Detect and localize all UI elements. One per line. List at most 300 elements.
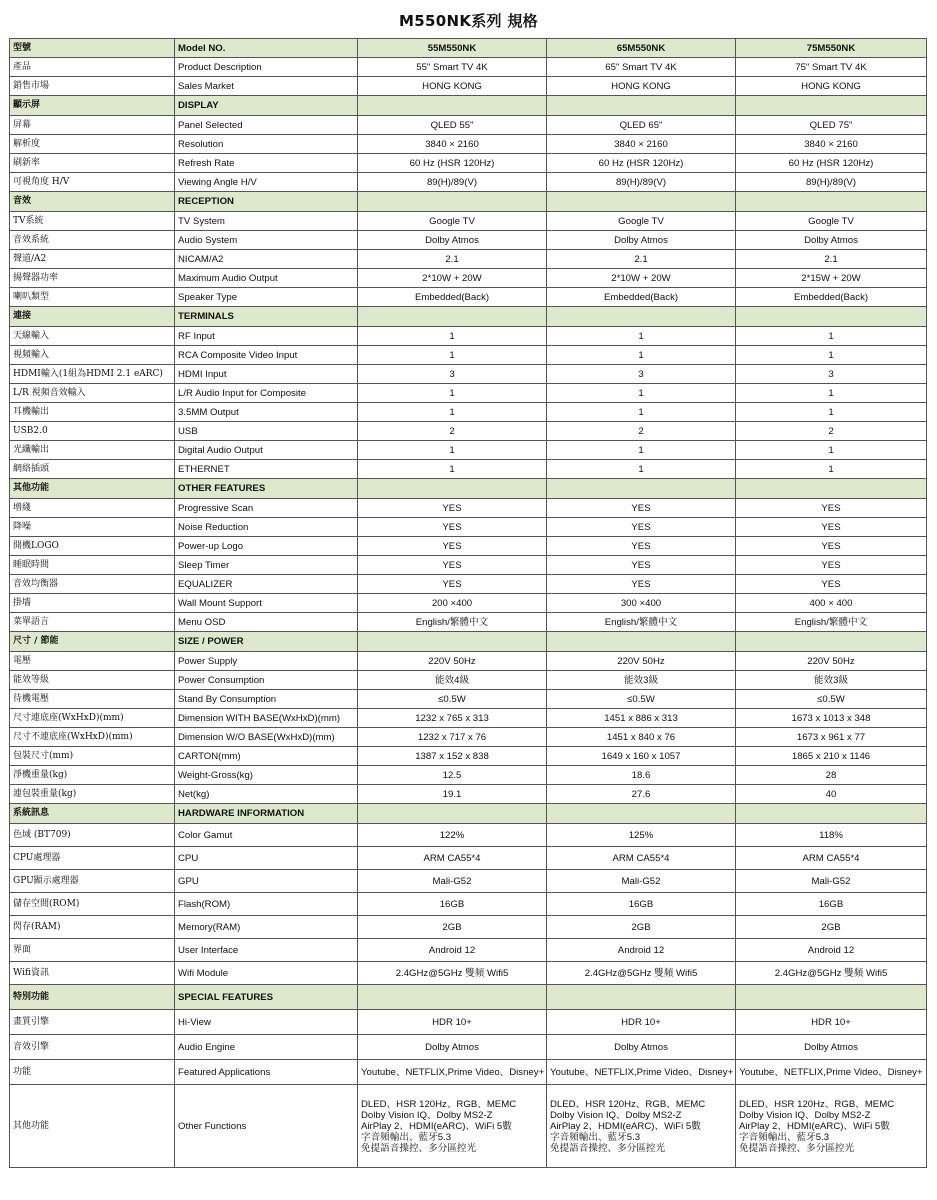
spec-label-zh: 尺寸不連底座(WxHxD)(mm) bbox=[10, 728, 175, 747]
spec-value: 300 ×400 bbox=[547, 594, 736, 613]
spec-value: 75" Smart TV 4K bbox=[736, 58, 927, 77]
spec-row bbox=[10, 785, 927, 804]
page-title: M550NK系列 規格 bbox=[399, 12, 538, 30]
spec-label-zh: 包裝尺寸(mm) bbox=[10, 747, 175, 766]
spec-label-en: Stand By Consumption bbox=[175, 690, 358, 709]
spec-value: 3840 × 2160 bbox=[736, 135, 927, 154]
section-blank-cell bbox=[358, 479, 547, 499]
spec-label-zh: GPU顯示處理器 bbox=[10, 870, 175, 893]
spec-value-line: 免提語音操控、多分區控光 bbox=[361, 1142, 477, 1154]
spec-value: 1451 x 886 x 313 bbox=[547, 709, 736, 728]
spec-value: English/繁體中文 bbox=[547, 613, 736, 632]
spec-label-zh: 天線輸入 bbox=[10, 327, 175, 346]
spec-label-zh: HDMI輸入(1組為HDMI 2.1 eARC) bbox=[10, 365, 175, 384]
spec-value: HONG KONG bbox=[358, 77, 547, 96]
spec-label-zh: 可視角度 H/V bbox=[10, 173, 175, 192]
section-blank-cell bbox=[358, 985, 547, 1010]
section-blank-cell bbox=[547, 985, 736, 1010]
spec-row bbox=[10, 613, 927, 632]
spec-label-zh: 降噪 bbox=[10, 518, 175, 537]
spec-value: YES bbox=[358, 537, 547, 556]
spec-value: 125% bbox=[547, 824, 736, 847]
spec-row bbox=[10, 690, 927, 709]
spec-value: 1 bbox=[358, 441, 547, 460]
spec-label-zh: 解析度 bbox=[10, 135, 175, 154]
spec-label-en: RCA Composite Video Input bbox=[175, 346, 358, 365]
spec-row bbox=[10, 575, 927, 594]
spec-row bbox=[10, 288, 927, 307]
spec-value-line: AirPlay 2、HDMI(eARC)、WiFi 5數 bbox=[739, 1120, 890, 1132]
spec-label-zh: 視頻輸入 bbox=[10, 346, 175, 365]
spec-value: 2GB bbox=[358, 916, 547, 939]
spec-value-line: 免提語音操控、多分區控光 bbox=[550, 1142, 666, 1154]
spec-value: Mali-G52 bbox=[358, 870, 547, 893]
spec-value: 27.6 bbox=[547, 785, 736, 804]
spec-label-en: Menu OSD bbox=[175, 613, 358, 632]
spec-value: 1 bbox=[358, 346, 547, 365]
spec-label-en: Product Description bbox=[175, 58, 358, 77]
spec-value: 3 bbox=[736, 365, 927, 384]
spec-value: 1451 x 840 x 76 bbox=[547, 728, 736, 747]
spec-value-line: AirPlay 2、HDMI(eARC)、WiFi 5數 bbox=[361, 1120, 512, 1132]
spec-row bbox=[10, 939, 927, 962]
spec-value: Youtube、NETFLIX,Prime Video、Disney+ bbox=[358, 1060, 547, 1085]
spec-value-line: Dolby Vision IQ、Dolby MS2-Z bbox=[361, 1109, 493, 1121]
section-title-zh: 其他功能 bbox=[10, 479, 175, 499]
section-blank-cell bbox=[736, 307, 927, 327]
spec-label-en: Color Gamut bbox=[175, 824, 358, 847]
spec-value: ARM CA55*4 bbox=[736, 847, 927, 870]
spec-row bbox=[10, 384, 927, 403]
spec-value-line: 免提語音操控、多分區控光 bbox=[739, 1142, 855, 1154]
spec-value: 1 bbox=[547, 384, 736, 403]
spec-value: 16GB bbox=[736, 893, 927, 916]
spec-value: 1 bbox=[547, 441, 736, 460]
spec-label-en: Digital Audio Output bbox=[175, 441, 358, 460]
spec-row bbox=[10, 709, 927, 728]
section-blank-cell bbox=[736, 985, 927, 1010]
spec-label-zh: 開機LOGO bbox=[10, 537, 175, 556]
spec-value: 1387 x 152 x 838 bbox=[358, 747, 547, 766]
spec-row bbox=[10, 870, 927, 893]
spec-row bbox=[10, 58, 927, 77]
spec-value: Mali-G52 bbox=[547, 870, 736, 893]
spec-value: 3840 × 2160 bbox=[547, 135, 736, 154]
spec-label-en: Speaker Type bbox=[175, 288, 358, 307]
spec-label-en: Noise Reduction bbox=[175, 518, 358, 537]
spec-label-zh: TV系統 bbox=[10, 212, 175, 231]
spec-row bbox=[10, 422, 927, 441]
section-blank-cell bbox=[358, 804, 547, 824]
spec-value: QLED 55" bbox=[358, 116, 547, 135]
spec-value: 1 bbox=[547, 460, 736, 479]
spec-label-zh: 耳機輸出 bbox=[10, 403, 175, 422]
spec-value: 2*10W + 20W bbox=[547, 269, 736, 288]
spec-label-en: Hi-View bbox=[175, 1010, 358, 1035]
spec-label-en: USB bbox=[175, 422, 358, 441]
spec-value: English/繁體中文 bbox=[736, 613, 927, 632]
spec-value: YES bbox=[736, 537, 927, 556]
section-blank-cell bbox=[547, 804, 736, 824]
spec-value: Dolby Atmos bbox=[358, 1035, 547, 1060]
spec-row bbox=[10, 116, 927, 135]
spec-value-line: DLED、HSR 120Hz、RGB、MEMC bbox=[550, 1098, 706, 1110]
spec-label-en: 3.5MM Output bbox=[175, 403, 358, 422]
spec-value: 1 bbox=[547, 403, 736, 422]
spec-value: ≤0.5W bbox=[547, 690, 736, 709]
section-title-zh: 系統訊息 bbox=[10, 804, 175, 824]
spec-row bbox=[10, 518, 927, 537]
spec-label-en: Audio System bbox=[175, 231, 358, 250]
spec-value: YES bbox=[736, 518, 927, 537]
spec-value: HDR 10+ bbox=[547, 1010, 736, 1035]
section-blank-cell bbox=[358, 307, 547, 327]
spec-value-multiline bbox=[547, 1085, 736, 1168]
spec-value: 3 bbox=[358, 365, 547, 384]
section-blank-cell bbox=[736, 96, 927, 116]
spec-value: Dolby Atmos bbox=[736, 231, 927, 250]
section-title-en: SPECIAL FEATURES bbox=[175, 985, 358, 1010]
section-blank-cell bbox=[547, 632, 736, 652]
spec-label-en: CPU bbox=[175, 847, 358, 870]
spec-value: HONG KONG bbox=[736, 77, 927, 96]
spec-label-en: Dimension WITH BASE(WxHxD)(mm) bbox=[175, 709, 358, 728]
spec-value: Dolby Atmos bbox=[736, 1035, 927, 1060]
spec-value: YES bbox=[547, 575, 736, 594]
spec-value: 1 bbox=[736, 460, 927, 479]
spec-row bbox=[10, 499, 927, 518]
spec-value: 1 bbox=[358, 384, 547, 403]
section-header-row bbox=[10, 632, 927, 652]
spec-label-zh: 產品 bbox=[10, 58, 175, 77]
spec-label-en: Other Functions bbox=[175, 1085, 358, 1168]
spec-row bbox=[10, 135, 927, 154]
spec-row bbox=[10, 824, 927, 847]
spec-value: 1673 x 1013 x 348 bbox=[736, 709, 927, 728]
section-header-row bbox=[10, 804, 927, 824]
spec-label-en: Net(kg) bbox=[175, 785, 358, 804]
header-en: Model NO. bbox=[175, 39, 358, 58]
spec-value: 1 bbox=[736, 403, 927, 422]
section-blank-cell bbox=[358, 96, 547, 116]
spec-value: English/繁體中文 bbox=[358, 613, 547, 632]
section-title-en: OTHER FEATURES bbox=[175, 479, 358, 499]
spec-value: YES bbox=[547, 499, 736, 518]
spec-row bbox=[10, 1060, 927, 1085]
spec-value: 1 bbox=[736, 327, 927, 346]
spec-row bbox=[10, 441, 927, 460]
spec-row bbox=[10, 537, 927, 556]
header-model-65: 65M550NK bbox=[547, 39, 736, 58]
spec-value: HDR 10+ bbox=[358, 1010, 547, 1035]
spec-row bbox=[10, 1035, 927, 1060]
spec-label-en: GPU bbox=[175, 870, 358, 893]
spec-value: Google TV bbox=[547, 212, 736, 231]
section-header-row bbox=[10, 985, 927, 1010]
spec-value: 60 Hz (HSR 120Hz) bbox=[736, 154, 927, 173]
spec-value-line: AirPlay 2、HDMI(eARC)、WiFi 5數 bbox=[550, 1120, 701, 1132]
spec-label-en: ETHERNET bbox=[175, 460, 358, 479]
section-blank-cell bbox=[358, 192, 547, 212]
spec-value: 2.1 bbox=[547, 250, 736, 269]
spec-value: QLED 75" bbox=[736, 116, 927, 135]
spec-value: 2 bbox=[358, 422, 547, 441]
spec-label-zh: 音效系統 bbox=[10, 231, 175, 250]
spec-value: 118% bbox=[736, 824, 927, 847]
spec-label-en: CARTON(mm) bbox=[175, 747, 358, 766]
spec-value: YES bbox=[736, 556, 927, 575]
spec-value: Youtube、NETFLIX,Prime Video、Disney+ bbox=[736, 1060, 927, 1085]
spec-label-zh: 屏幕 bbox=[10, 116, 175, 135]
section-blank-cell bbox=[547, 96, 736, 116]
spec-value: ≤0.5W bbox=[358, 690, 547, 709]
section-header-row bbox=[10, 479, 927, 499]
spec-value-line: 字音頻輸出、藍牙5.3 bbox=[361, 1131, 452, 1143]
spec-value: 12.5 bbox=[358, 766, 547, 785]
spec-label-en: Weight-Gross(kg) bbox=[175, 766, 358, 785]
section-title-en: DISPLAY bbox=[175, 96, 358, 116]
spec-value: Dolby Atmos bbox=[358, 231, 547, 250]
spec-label-en: NICAM/A2 bbox=[175, 250, 358, 269]
spec-value-line: Dolby Vision IQ、Dolby MS2-Z bbox=[739, 1109, 871, 1121]
spec-value: 能效3級 bbox=[736, 671, 927, 690]
spec-value: Android 12 bbox=[358, 939, 547, 962]
spec-value: 16GB bbox=[547, 893, 736, 916]
header-model-75: 75M550NK bbox=[736, 39, 927, 58]
spec-row bbox=[10, 460, 927, 479]
section-blank-cell bbox=[547, 307, 736, 327]
spec-label-zh: 聲道/A2 bbox=[10, 250, 175, 269]
spec-table-body bbox=[10, 39, 927, 1168]
spec-label-en: Audio Engine bbox=[175, 1035, 358, 1060]
spec-value: ARM CA55*4 bbox=[547, 847, 736, 870]
section-blank-cell bbox=[736, 632, 927, 652]
section-blank-cell bbox=[358, 632, 547, 652]
spec-value: QLED 65" bbox=[547, 116, 736, 135]
spec-value: Youtube、NETFLIX,Prime Video、Disney+ bbox=[547, 1060, 736, 1085]
spec-row bbox=[10, 365, 927, 384]
spec-label-zh: 功能 bbox=[10, 1060, 175, 1085]
spec-value: Dolby Atmos bbox=[547, 231, 736, 250]
spec-value: 60 Hz (HSR 120Hz) bbox=[358, 154, 547, 173]
spec-label-en: User Interface bbox=[175, 939, 358, 962]
spec-value: ≤0.5W bbox=[736, 690, 927, 709]
spec-label-en: Refresh Rate bbox=[175, 154, 358, 173]
spec-value: Google TV bbox=[358, 212, 547, 231]
spec-label-zh: Wifi資訊 bbox=[10, 962, 175, 985]
spec-value: 89(H)/89(V) bbox=[547, 173, 736, 192]
header-zh: 型號 bbox=[10, 39, 175, 58]
spec-label-en: Memory(RAM) bbox=[175, 916, 358, 939]
spec-label-zh: 喇叭類型 bbox=[10, 288, 175, 307]
spec-row bbox=[10, 1085, 927, 1168]
spec-label-zh: 掛墻 bbox=[10, 594, 175, 613]
section-blank-cell bbox=[547, 479, 736, 499]
spec-value-line: Dolby Vision IQ、Dolby MS2-Z bbox=[550, 1109, 682, 1121]
spec-value: 1232 x 765 x 313 bbox=[358, 709, 547, 728]
spec-row bbox=[10, 847, 927, 870]
section-blank-cell bbox=[547, 192, 736, 212]
spec-value: 2 bbox=[736, 422, 927, 441]
spec-label-en: Power Supply bbox=[175, 652, 358, 671]
spec-label-zh: 尺寸連底座(WxHxD)(mm) bbox=[10, 709, 175, 728]
spec-value: YES bbox=[358, 575, 547, 594]
spec-value: 2.4GHz@5GHz 雙頻 Wifi5 bbox=[547, 962, 736, 985]
spec-label-en: Maximum Audio Output bbox=[175, 269, 358, 288]
spec-row bbox=[10, 556, 927, 575]
spec-label-zh: 睡眠時間 bbox=[10, 556, 175, 575]
section-blank-cell bbox=[736, 804, 927, 824]
spec-value: YES bbox=[358, 518, 547, 537]
spec-value: 1232 x 717 x 76 bbox=[358, 728, 547, 747]
spec-label-en: EQUALIZER bbox=[175, 575, 358, 594]
section-title-en: TERMINALS bbox=[175, 307, 358, 327]
spec-row bbox=[10, 766, 927, 785]
spec-value: 400 × 400 bbox=[736, 594, 927, 613]
spec-value: HDR 10+ bbox=[736, 1010, 927, 1035]
spec-value: YES bbox=[358, 556, 547, 575]
spec-label-zh: 音效均衡器 bbox=[10, 575, 175, 594]
spec-label-en: Featured Applications bbox=[175, 1060, 358, 1085]
spec-value: Dolby Atmos bbox=[547, 1035, 736, 1060]
spec-value: 1 bbox=[736, 346, 927, 365]
spec-row bbox=[10, 77, 927, 96]
spec-row bbox=[10, 728, 927, 747]
spec-row bbox=[10, 250, 927, 269]
spec-label-en: Viewing Angle H/V bbox=[175, 173, 358, 192]
spec-value: 220V 50Hz bbox=[547, 652, 736, 671]
spec-row bbox=[10, 327, 927, 346]
spec-row bbox=[10, 1010, 927, 1035]
spec-row bbox=[10, 346, 927, 365]
spec-value: 89(H)/89(V) bbox=[358, 173, 547, 192]
spec-value: YES bbox=[547, 518, 736, 537]
spec-value: 2*10W + 20W bbox=[358, 269, 547, 288]
spec-row bbox=[10, 747, 927, 766]
section-blank-cell bbox=[736, 479, 927, 499]
spec-value: 220V 50Hz bbox=[736, 652, 927, 671]
spec-value: 1673 x 961 x 77 bbox=[736, 728, 927, 747]
spec-label-en: Sales Market bbox=[175, 77, 358, 96]
spec-value: Google TV bbox=[736, 212, 927, 231]
spec-value: Embedded(Back) bbox=[547, 288, 736, 307]
spec-label-zh: 色域 (BT709) bbox=[10, 824, 175, 847]
spec-value: 能效3級 bbox=[547, 671, 736, 690]
spec-row bbox=[10, 962, 927, 985]
spec-label-en: Flash(ROM) bbox=[175, 893, 358, 916]
spec-value: YES bbox=[736, 575, 927, 594]
spec-label-zh: 音效引擎 bbox=[10, 1035, 175, 1060]
spec-label-zh: L/R 視頻音效輸入 bbox=[10, 384, 175, 403]
section-blank-cell bbox=[736, 192, 927, 212]
spec-value-line: DLED、HSR 120Hz、RGB、MEMC bbox=[739, 1098, 895, 1110]
header-model-55: 55M550NK bbox=[358, 39, 547, 58]
spec-value-multiline bbox=[358, 1085, 547, 1168]
spec-label-zh: 界面 bbox=[10, 939, 175, 962]
spec-label-zh: 增綫 bbox=[10, 499, 175, 518]
spec-value: YES bbox=[736, 499, 927, 518]
spec-value: 能效4級 bbox=[358, 671, 547, 690]
spec-value: 89(H)/89(V) bbox=[736, 173, 927, 192]
section-title-en: HARDWARE INFORMATION bbox=[175, 804, 358, 824]
spec-label-zh: 銷售市場 bbox=[10, 77, 175, 96]
spec-value: 1 bbox=[736, 384, 927, 403]
spec-value: Mali-G52 bbox=[736, 870, 927, 893]
spec-value: 1649 x 160 x 1057 bbox=[547, 747, 736, 766]
spec-value: Android 12 bbox=[547, 939, 736, 962]
spec-value: 122% bbox=[358, 824, 547, 847]
spec-row bbox=[10, 231, 927, 250]
spec-label-en: HDMI Input bbox=[175, 365, 358, 384]
spec-value: 1 bbox=[547, 327, 736, 346]
spec-label-zh: 菜單語言 bbox=[10, 613, 175, 632]
spec-value: 3840 × 2160 bbox=[358, 135, 547, 154]
spec-label-zh: 連包裝重量(kg) bbox=[10, 785, 175, 804]
spec-value: 2GB bbox=[736, 916, 927, 939]
spec-value: HONG KONG bbox=[547, 77, 736, 96]
spec-value-line: 字音頻輸出、藍牙5.3 bbox=[550, 1131, 641, 1143]
spec-value: 220V 50Hz bbox=[358, 652, 547, 671]
spec-value: 2 bbox=[547, 422, 736, 441]
section-header-row bbox=[10, 192, 927, 212]
spec-label-en: TV System bbox=[175, 212, 358, 231]
spec-value: YES bbox=[547, 556, 736, 575]
section-title-zh: 音效 bbox=[10, 192, 175, 212]
spec-value: ARM CA55*4 bbox=[358, 847, 547, 870]
spec-row bbox=[10, 173, 927, 192]
section-title-en: SIZE / POWER bbox=[175, 632, 358, 652]
spec-value-line: DLED、HSR 120Hz、RGB、MEMC bbox=[361, 1098, 517, 1110]
spec-row bbox=[10, 212, 927, 231]
spec-row bbox=[10, 594, 927, 613]
spec-row bbox=[10, 652, 927, 671]
spec-value: YES bbox=[358, 499, 547, 518]
spec-value: 40 bbox=[736, 785, 927, 804]
spec-value: 2.1 bbox=[358, 250, 547, 269]
spec-value: 60 Hz (HSR 120Hz) bbox=[547, 154, 736, 173]
header-row bbox=[10, 39, 927, 58]
spec-value: 2.4GHz@5GHz 雙頻 Wifi5 bbox=[736, 962, 927, 985]
spec-value: 2*15W + 20W bbox=[736, 269, 927, 288]
spec-label-zh: 網絡插頭 bbox=[10, 460, 175, 479]
spec-value: 1 bbox=[358, 403, 547, 422]
spec-label-zh: CPU處理器 bbox=[10, 847, 175, 870]
section-header-row bbox=[10, 307, 927, 327]
spec-label-en: Wifi Module bbox=[175, 962, 358, 985]
spec-table bbox=[9, 38, 927, 1168]
spec-label-en: L/R Audio Input for Composite bbox=[175, 384, 358, 403]
spec-value: 2.4GHz@5GHz 雙頻 Wifi5 bbox=[358, 962, 547, 985]
spec-label-en: Power Consumption bbox=[175, 671, 358, 690]
spec-label-en: Resolution bbox=[175, 135, 358, 154]
spec-label-zh: 能效等級 bbox=[10, 671, 175, 690]
spec-value: 2GB bbox=[547, 916, 736, 939]
spec-value: 1 bbox=[547, 346, 736, 365]
spec-label-zh: 刷新率 bbox=[10, 154, 175, 173]
spec-value: Android 12 bbox=[736, 939, 927, 962]
spec-value: 19.1 bbox=[358, 785, 547, 804]
spec-value: 2.1 bbox=[736, 250, 927, 269]
spec-row bbox=[10, 154, 927, 173]
spec-row bbox=[10, 269, 927, 288]
spec-row bbox=[10, 916, 927, 939]
section-title-zh: 連接 bbox=[10, 307, 175, 327]
spec-value: 55" Smart TV 4K bbox=[358, 58, 547, 77]
spec-value: 28 bbox=[736, 766, 927, 785]
spec-label-en: Power-up Logo bbox=[175, 537, 358, 556]
spec-label-zh: 閃存(RAM) bbox=[10, 916, 175, 939]
spec-label-zh: 儲存空間(ROM) bbox=[10, 893, 175, 916]
